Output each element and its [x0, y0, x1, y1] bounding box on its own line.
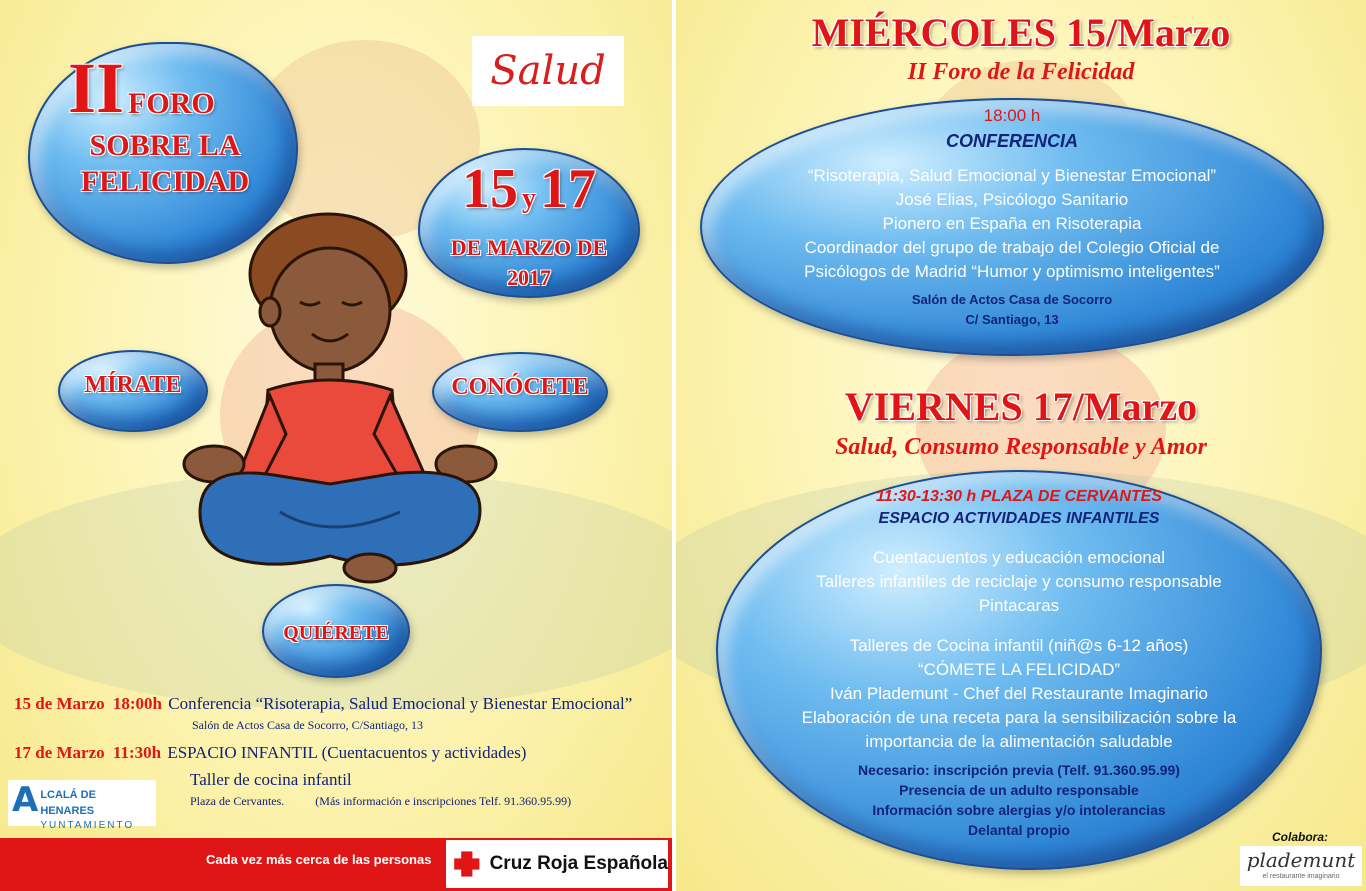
- day2-title: VIERNES 17/Marzo: [844, 384, 1198, 429]
- word-mirate: MÍRATE: [84, 372, 182, 398]
- day1-subtitle: II Foro de la Felicidad: [907, 59, 1135, 85]
- red-cross-icon: [450, 842, 484, 886]
- meditating-child-illustration: [170, 212, 520, 592]
- event-dates: 15 y 17 DE MARZO DE 2017: [450, 158, 608, 290]
- poster-right-panel: [676, 0, 1366, 891]
- event-listing: 15 de Marzo 18:00h Conferencia “Risoterapia, Salud Emocional y Bienestar Emocional” Salón de Actos Casa de Socorro, C/Santiago, 13 17 de Marzo 11:30h ESPACIO INFANTIL (Cuentacuentos y actividades) Taller de cocina infantil Plaza de Cervantes. (Más información e inscripciones Telf. 91.360.95.99): [14, 694, 633, 808]
- forum-title: II FORO SOBRE LA FELICIDAD: [68, 48, 250, 198]
- ayuntamiento-a-icon: A: [12, 780, 39, 820]
- poster-left-panel: [0, 0, 672, 891]
- salud-logo: Salud: [472, 36, 624, 106]
- ear: [260, 298, 280, 326]
- face: [270, 248, 390, 372]
- colabora-label: Colabora:: [1272, 830, 1329, 844]
- cruz-roja-logo: Cruz Roja Española: [446, 840, 668, 888]
- day2-notes: Necesario: inscripción previa (Telf. 91.360.95.99) Presencia de un adulto responsable Información sobre alergias y/o intolerancias Delantal propio: [858, 762, 1180, 838]
- day2-group2: Talleres de Cocina infantil (niñ@s 6-12 años) “CÓMETE LA FELICIDAD” Iván Plademunt - Chef del Restaurante Imaginario Elaboración de una receta para la sensibilización sobre la importancia de la alimentación saludable: [801, 636, 1237, 751]
- word-conocete: CONÓCETE: [451, 374, 589, 400]
- word-quierete: QUIÉRETE: [283, 622, 389, 644]
- title-roman-numeral: II: [68, 48, 125, 128]
- day2-subtitle: Salud, Consumo Responsable y Amor: [835, 434, 1207, 460]
- blue-pants: [200, 472, 480, 565]
- day1-lines: “Risoterapia, Salud Emocional y Bienestar Emocional” José Elias, Psicólogo Sanitario Pionero en España en Risoterapia Coordinador del grupo de trabajo del Colegio Oficial de Psicólogos de Madrid “Humor y optimismo inteligentes”: [804, 166, 1220, 281]
- day2-group1: Cuentacuentos y educación emocional Talleres infantiles de reciclaje y consumo responsable Pintacaras: [816, 548, 1222, 615]
- footer-slogan: Cada vez más cerca de las personas: [206, 852, 432, 867]
- day1-details: 18:00 h CONFERENCIA “Risoterapia, Salud Emocional y Bienestar Emocional” José Elias, Psicólogo Sanitario Pionero en España en Risoterapia Coordinador del grupo de trabajo del Colegio Oficial de Psicólogos de Madrid “Humor y optimismo inteligentes” Salón de Actos Casa de Socorro C/ Santiago, 13: [700, 104, 1324, 330]
- day1-title: MIÉRCOLES 15/Marzo: [811, 10, 1231, 55]
- plademunt-logo: plademunt el restaurante imaginario: [1240, 846, 1362, 886]
- ayuntamiento-logo: A LCALÁ DE HENARES YUNTAMIENTO: [8, 780, 156, 826]
- day2-details: 11:30-13:30 h PLAZA DE CERVANTES ESPACIO ACTIVIDADES INFANTILES Cuentacuentos y educación emocional Talleres infantiles de reciclaje y consumo responsable Pintacaras Talleres de Cocina infantil (niñ@s 6-12 años) “CÓMETE LA FELICIDAD” Iván Plademunt - Chef del Restaurante Imaginario Elaboración de una receta para la sensibilización sobre la importancia de la alimentación saludable Necesario: inscripción previa (Telf. 91.360.95.99) Presencia de un adulto responsable Información sobre alergias y/o intolerancias Delantal propio: [716, 486, 1322, 840]
